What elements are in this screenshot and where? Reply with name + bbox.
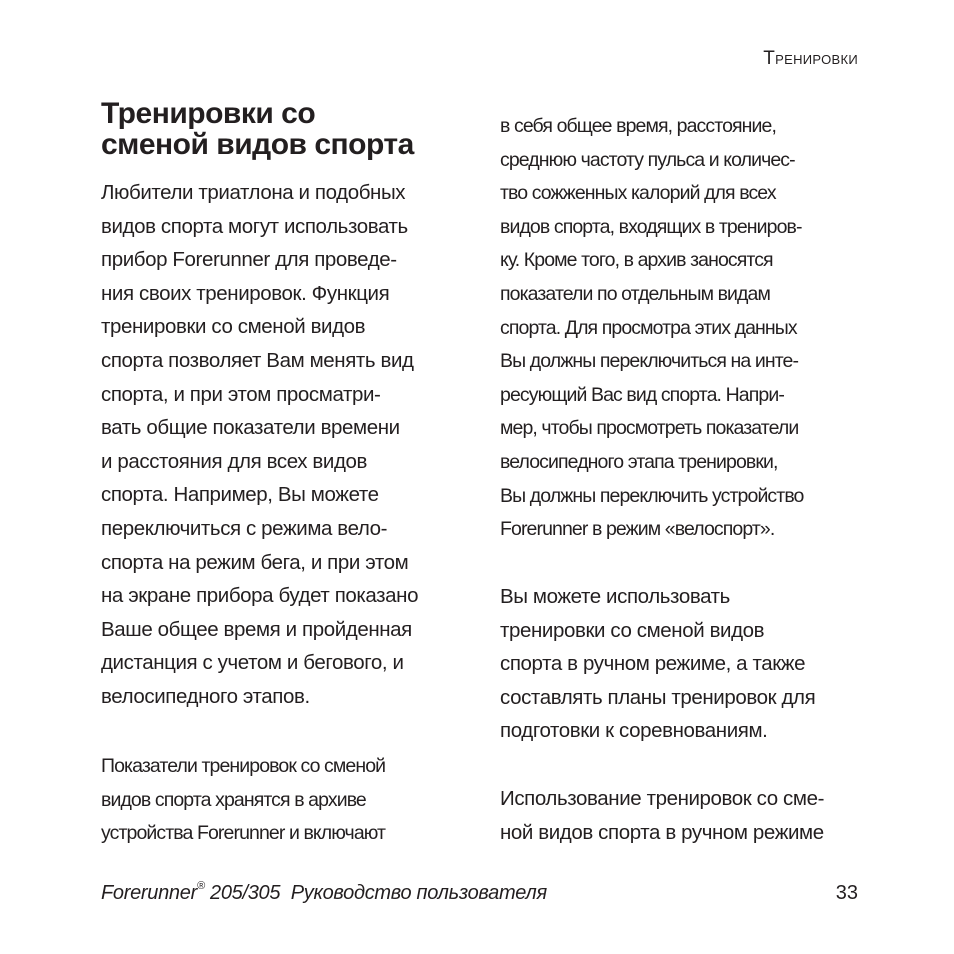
paragraph-manual-usage: Использование тренировок со сме- ной видов спорта в ручном режиме	[500, 787, 825, 844]
paragraph-history-continued: в себя общее время, расстояние, среднюю частоту пульса и количес- тво сожженных калорий для всех видов спорта, входящих в трениров- ку. Кроме того, в архив заносятся показатели по отдельным видам спорта. Для просмотра этих данных Вы должны переключиться на инте- ресующий Вас вид спорта. Напри- мер, чтобы просмотреть показатели велосипедного этапа тренировки, Вы должны переключить устройство Forerunner в режим «велоспорт».	[500, 115, 804, 541]
footer-manual-name: 205/305 Руководство пользователя	[204, 882, 547, 904]
paragraph-intro: Любители триатлона и подобных видов спорта могут использовать прибор Forerunner для проведе- ния своих тренировок. Функция тренировки со сменой видов спорта позволяет Вам менять вид спорта, и при этом просматри- вать общие показатели времени и расстояния для всех видов спорта. Например, Вы можете переключиться с режима вело- спорта на режим бега, и при этом на экране прибора будет показано Ваше общее время и пройденная дистанция с учетом и бегового, и велосипедного этапов.	[101, 181, 419, 708]
running-header: Тренировки	[763, 48, 858, 69]
paragraph-manual-mode: Вы можете использовать тренировки со сменой видов спорта в ручном режиме, а также составлять планы тренировок для подготовки к соревнованиям.	[500, 585, 816, 743]
paragraph-history: Показатели тренировок со сменой видов спорта хранятся в архиве устройства Forerunner и включают	[101, 755, 386, 845]
footer-manual-title	[101, 882, 547, 905]
footer-product-name: Forerunner	[101, 882, 197, 904]
section-title-text: Тренировки со сменой видов спорта	[101, 97, 414, 161]
registered-trademark-mark: ®	[196, 880, 205, 892]
section-title	[101, 98, 491, 160]
page-number: 33	[835, 882, 858, 904]
